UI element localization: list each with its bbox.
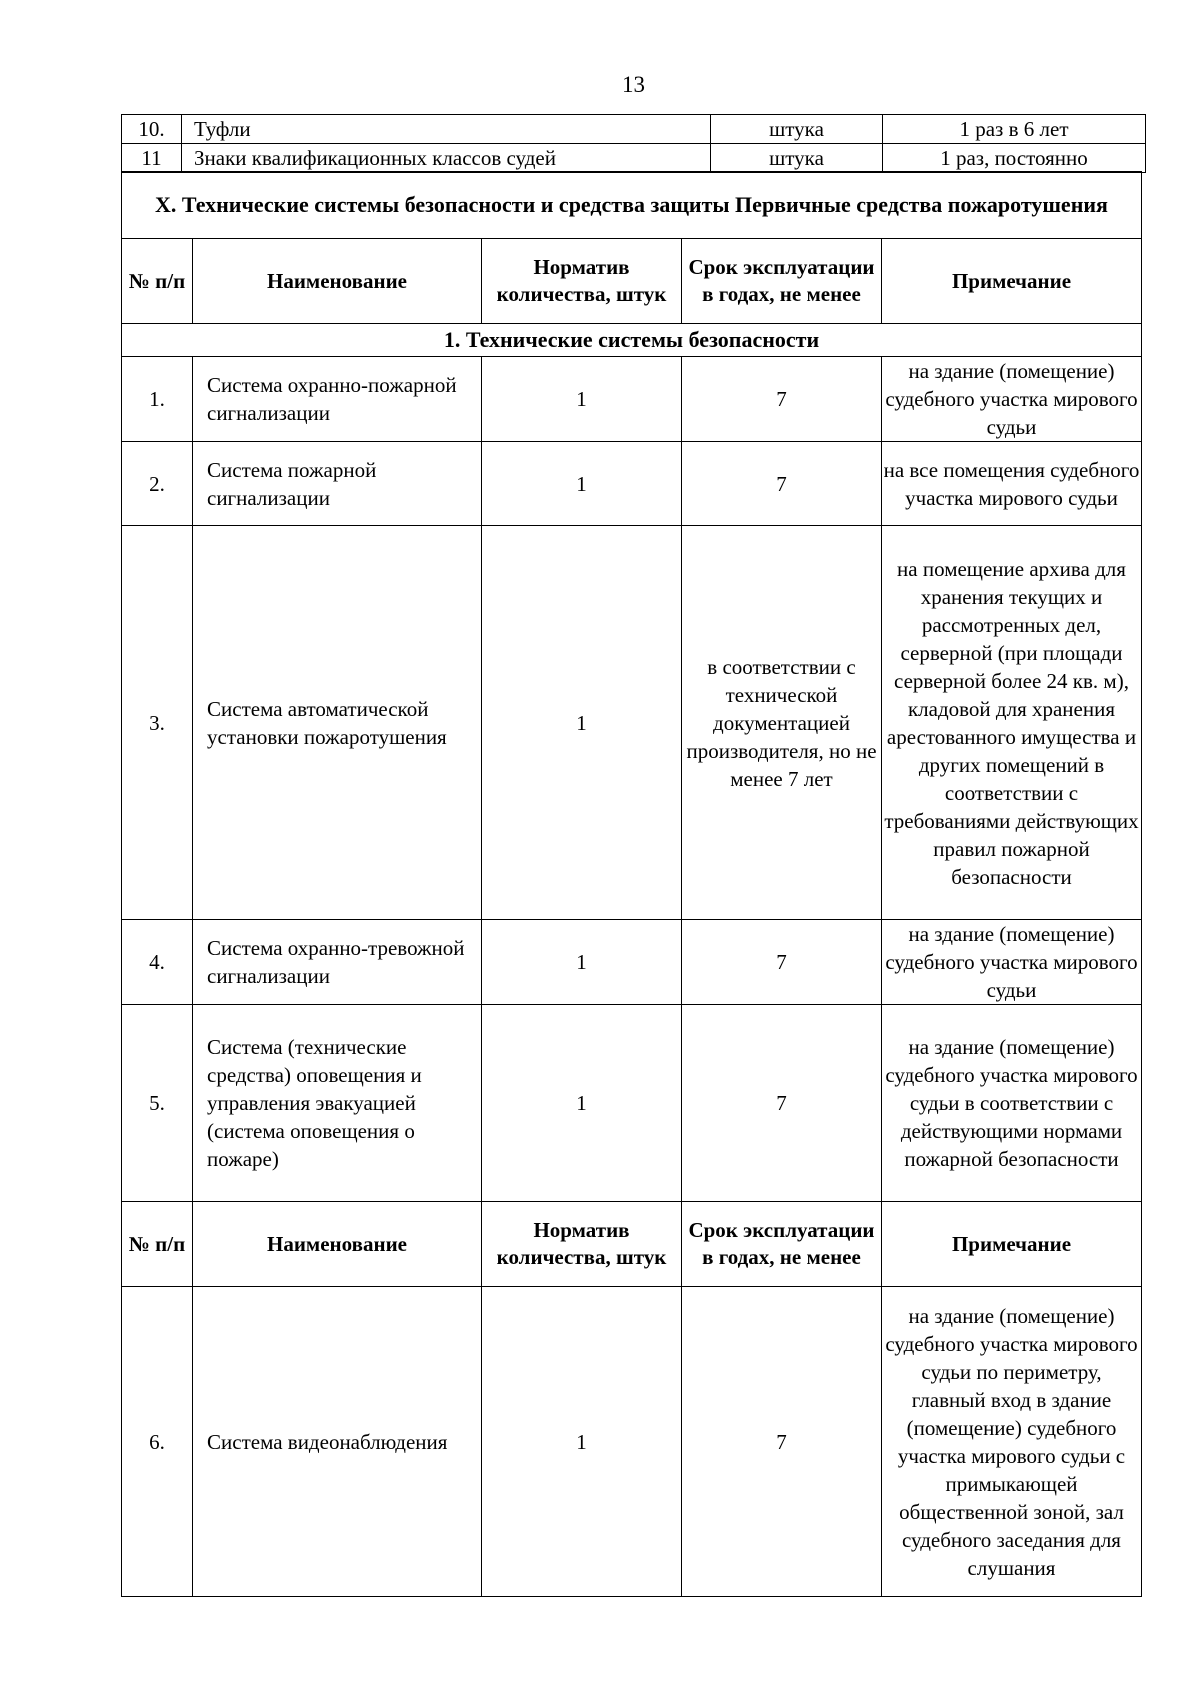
table-row	[122, 920, 1142, 1005]
system-name: Система (технические средства) оповещения и управления эвакуацией (система оповещения о пожаре)	[193, 1005, 482, 1202]
item-name: Туфли	[182, 115, 711, 144]
table-row	[122, 526, 1142, 920]
system-term: 7	[682, 1005, 882, 1202]
header-norm: Норматив количества, штук	[482, 1202, 682, 1287]
item-unit: штука	[711, 115, 883, 144]
item-term: 1 раз, постоянно	[883, 144, 1146, 173]
header-name: Наименование	[193, 239, 482, 324]
system-note: на здание (помещение) судебного участка мирового судьи	[882, 357, 1142, 442]
system-norm: 1	[482, 526, 682, 920]
row-number: 11	[122, 144, 182, 173]
header-term: Срок эксплуатации в годах, не менее	[682, 239, 882, 324]
system-note: на здание (помещение) судебного участка мирового судьи по периметру, главный вход в здание (помещение) судебного участка мирового судьи с примыкающей общественной зоной, зал судебного заседания для слушания	[882, 1287, 1142, 1597]
system-norm: 1	[482, 442, 682, 526]
header-norm: Норматив количества, штук	[482, 239, 682, 324]
security-systems-table	[121, 171, 1142, 1597]
system-norm: 1	[482, 1287, 682, 1597]
system-note: на здание (помещение) судебного участка мирового судьи в соответствии с действующими нормами пожарной безопасности	[882, 1005, 1142, 1202]
header-name: Наименование	[193, 1202, 482, 1287]
system-name: Система видеонаблюдения	[193, 1287, 482, 1597]
system-norm: 1	[482, 357, 682, 442]
system-note: на помещение архива для хранения текущих и рассмотренных дел, серверной (при площади серверной более 24 кв. м), кладовой для хранения арестованного имущества и других помещений в соответствии с требованиями действующих правил пожарной безопасности	[882, 526, 1142, 920]
item-name: Знаки квалификационных классов судей	[182, 144, 711, 173]
clothing-table-continuation	[121, 114, 1146, 173]
system-norm: 1	[482, 920, 682, 1005]
subsection-title: 1. Технические системы безопасности	[122, 324, 1142, 357]
table-row	[122, 442, 1142, 526]
header-note: Примечание	[882, 239, 1142, 324]
system-term: 7	[682, 1287, 882, 1597]
table-row	[122, 1005, 1142, 1202]
system-note: на здание (помещение) судебного участка мирового судьи	[882, 920, 1142, 1005]
row-number: 3.	[122, 526, 193, 920]
table-header-row	[122, 239, 1142, 324]
system-name: Система охранно-пожарной сигнализации	[193, 357, 482, 442]
header-note: Примечание	[882, 1202, 1142, 1287]
system-note: на все помещения судебного участка мирового судьи	[882, 442, 1142, 526]
page-number: 13	[622, 72, 645, 97]
table-row	[122, 115, 1146, 144]
table-header-row-repeat	[122, 1202, 1142, 1287]
table-row	[122, 144, 1146, 173]
system-term: 7	[682, 442, 882, 526]
row-number: 2.	[122, 442, 193, 526]
row-number: 4.	[122, 920, 193, 1005]
item-term: 1 раз в 6 лет	[883, 115, 1146, 144]
section-title-row	[122, 172, 1142, 239]
table-row	[122, 1287, 1142, 1597]
header-num: № п/п	[122, 1202, 193, 1287]
system-name: Система охранно-тревожной сигнализации	[193, 920, 482, 1005]
system-norm: 1	[482, 1005, 682, 1202]
item-unit: штука	[711, 144, 883, 173]
row-number: 5.	[122, 1005, 193, 1202]
section-title: X. Технические системы безопасности и средства защиты Первичные средства пожаротушения	[122, 172, 1142, 239]
system-term: 7	[682, 920, 882, 1005]
system-term: в соответствии с технической документацией производителя, но не менее 7 лет	[682, 526, 882, 920]
system-term: 7	[682, 357, 882, 442]
row-number: 1.	[122, 357, 193, 442]
row-number: 10.	[122, 115, 182, 144]
header-num: № п/п	[122, 239, 193, 324]
system-name: Система автоматической установки пожаротушения	[193, 526, 482, 920]
table-row	[122, 357, 1142, 442]
subsection-title-row	[122, 324, 1142, 357]
system-name: Система пожарной сигнализации	[193, 442, 482, 526]
header-term: Срок эксплуатации в годах, не менее	[682, 1202, 882, 1287]
row-number: 6.	[122, 1287, 193, 1597]
